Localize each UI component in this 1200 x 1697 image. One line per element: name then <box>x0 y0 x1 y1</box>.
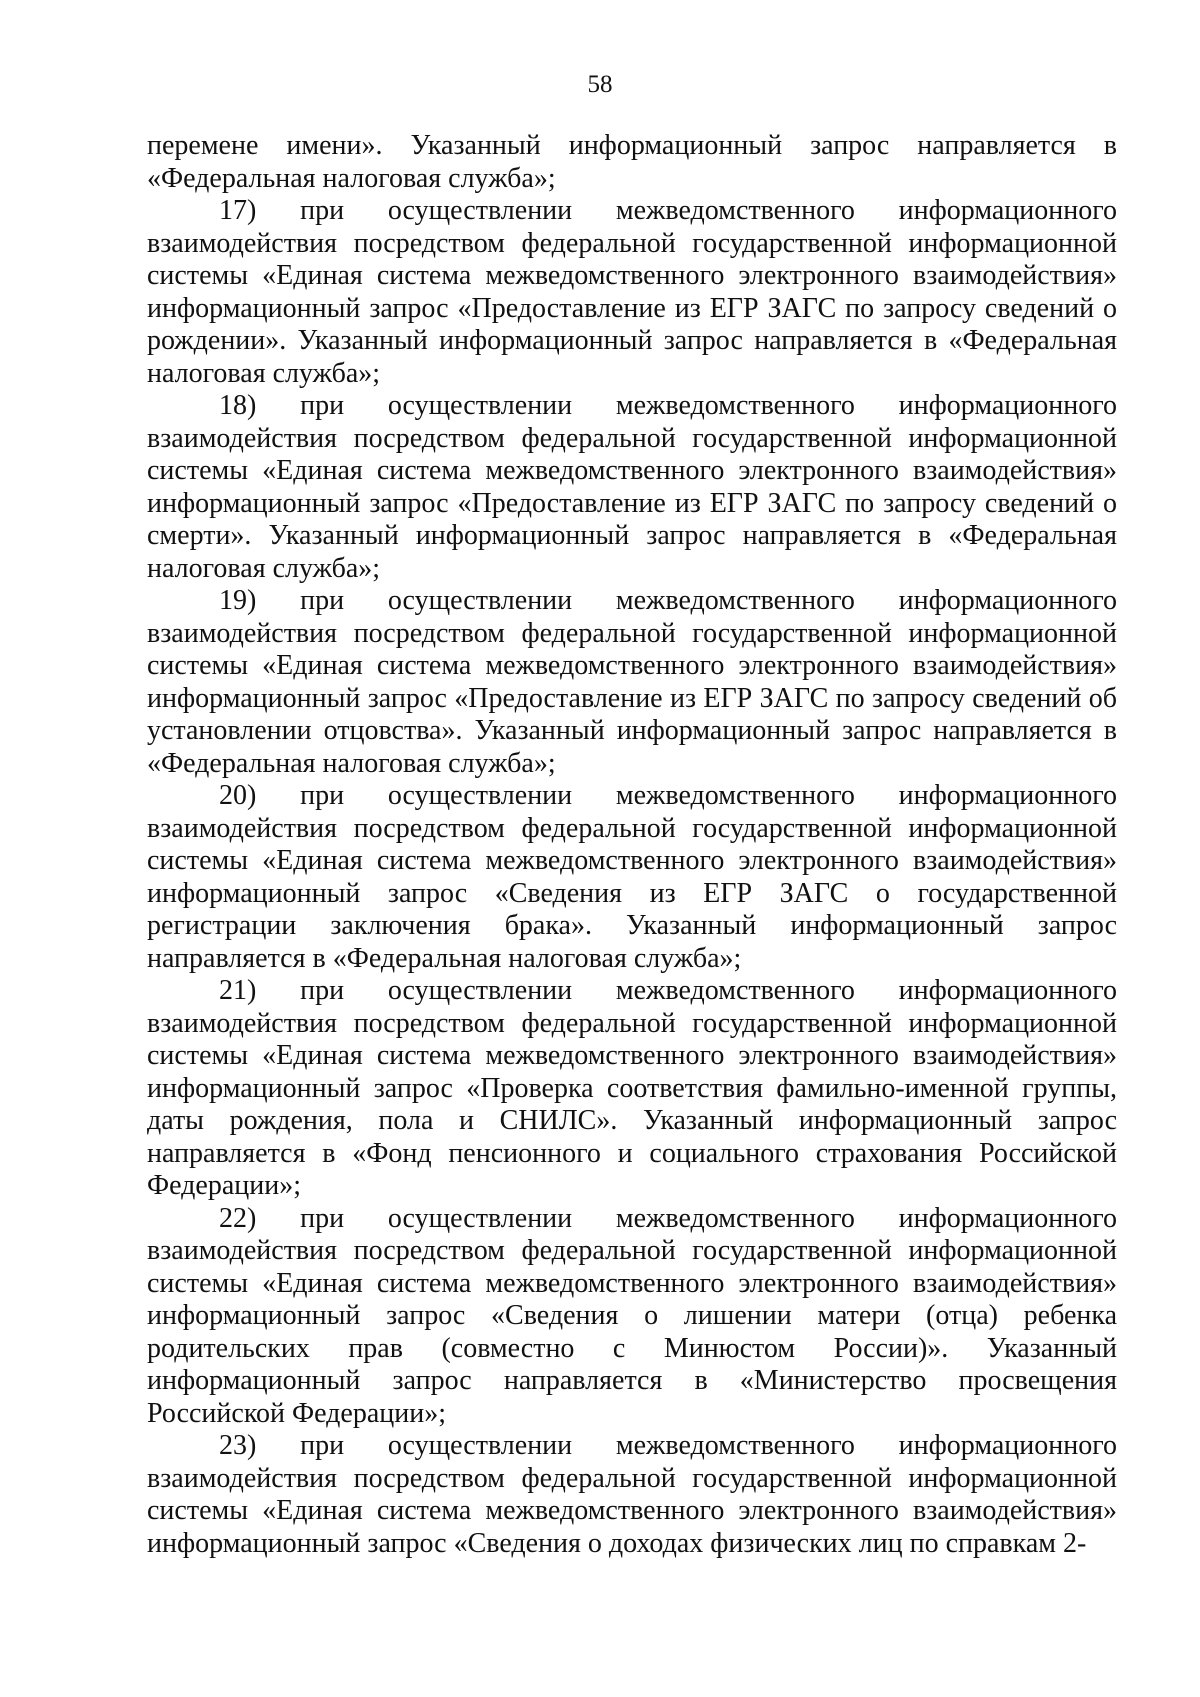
list-item-paragraph: 22) при осуществлении межведомственного информационного взаимодействия посредством федеральной государственной информационной системы «Единая система межведомственного электронного взаимодействия» информационный запрос «Сведения о лишении матери (отца) ребенка родительских прав (совместно с Минюстом России)». Указанный информационный запрос направляется в «Министерство просвещения Российской Федерации»; <box>147 1202 1117 1429</box>
list-item-paragraph: 21) при осуществлении межведомственного информационного взаимодействия посредством федеральной государственной информационной системы «Единая система межведомственного электронного взаимодействия» информационный запрос «Проверка соответствия фамильно-именной группы, даты рождения, пола и СНИЛС». Указанный информационный запрос направляется в «Фонд пенсионного и социального страхования Российской Федерации»; <box>147 975 1117 1201</box>
list-item-paragraph: 23) при осуществлении межведомственного информационного взаимодействия посредством федеральной государственной информационной системы «Единая система межведомственного электронного взаимодействия» информационный запрос «Сведения о доходах физических лиц по справкам 2- <box>147 1430 1117 1559</box>
list-item-paragraph: 17) при осуществлении межведомственного информационного взаимодействия посредством федеральной государственной информационной системы «Единая система межведомственного электронного взаимодействия» информационный запрос «Предоставление из ЕГР ЗАГС по запросу сведений о рождении». Указанный информационный запрос направляется в «Федеральная налоговая служба»; <box>147 195 1117 389</box>
paragraph-continuation: перемене имени». Указанный информационный запрос направляется в «Федеральная налоговая служба»; <box>147 130 1117 194</box>
list-item-paragraph: 20) при осуществлении межведомственного информационного взаимодействия посредством федеральной государственной информационной системы «Единая система межведомственного электронного взаимодействия» информационный запрос «Сведения из ЕГР ЗАГС о государственной регистрации заключения брака». Указанный информационный запрос направляется в «Федеральная налоговая служба»; <box>147 780 1117 974</box>
list-item-paragraph: 18) при осуществлении межведомственного информационного взаимодействия посредством федеральной государственной информационной системы «Единая система межведомственного электронного взаимодействия» информационный запрос «Предоставление из ЕГР ЗАГС по запросу сведений о смерти». Указанный информационный запрос направляется в «Федеральная налоговая служба»; <box>147 390 1117 584</box>
document-body <box>147 130 1117 1560</box>
page-number: 58 <box>587 71 613 98</box>
list-item-paragraph: 19) при осуществлении межведомственного информационного взаимодействия посредством федеральной государственной информационной системы «Единая система межведомственного электронного взаимодействия» информационный запрос «Предоставление из ЕГР ЗАГС по запросу сведений об установлении отцовства». Указанный информационный запрос направляется в «Федеральная налоговая служба»; <box>147 585 1117 779</box>
